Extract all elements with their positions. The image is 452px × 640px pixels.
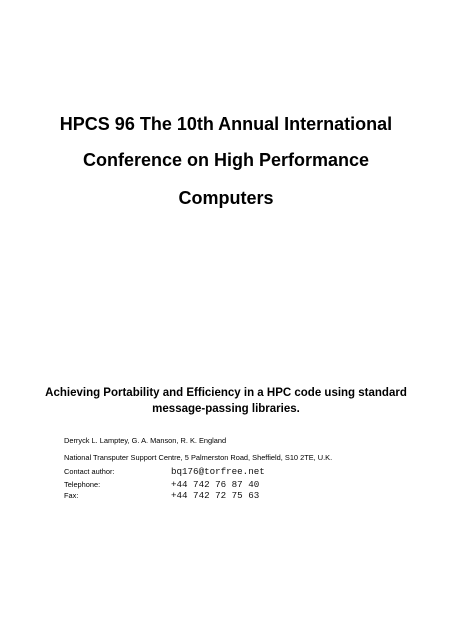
fax-label: Fax:	[64, 491, 79, 500]
conference-title-line-1: HPCS 96 The 10th Annual International	[59, 114, 393, 134]
author-list: Derryck L. Lamptey, G. A. Manson, R. K. England	[64, 436, 227, 445]
conference-title-line-2: Conference on High Performance	[82, 150, 370, 170]
contact-email: bq176@torfree.net	[171, 466, 265, 477]
telephone-number: +44 742 76 87 40	[171, 479, 260, 490]
paper-title-line-1: Achieving Portability and Efficiency in a HPC code using standard	[45, 387, 407, 399]
fax-number: +44 742 72 75 63	[171, 490, 260, 501]
telephone-label: Telephone:	[64, 480, 101, 489]
conference-title-line-3: Computers	[178, 188, 274, 208]
paper-title-line-2: message-passing libraries.	[152, 403, 300, 415]
affiliation: National Transputer Support Centre, 5 Palmerston Road, Sheffield, S10 2TE, U.K.	[64, 453, 333, 462]
contact-author-label: Contact author:	[64, 467, 115, 476]
contact-author-row	[64, 466, 404, 477]
fax-row	[64, 490, 404, 501]
telephone-row	[64, 479, 404, 490]
